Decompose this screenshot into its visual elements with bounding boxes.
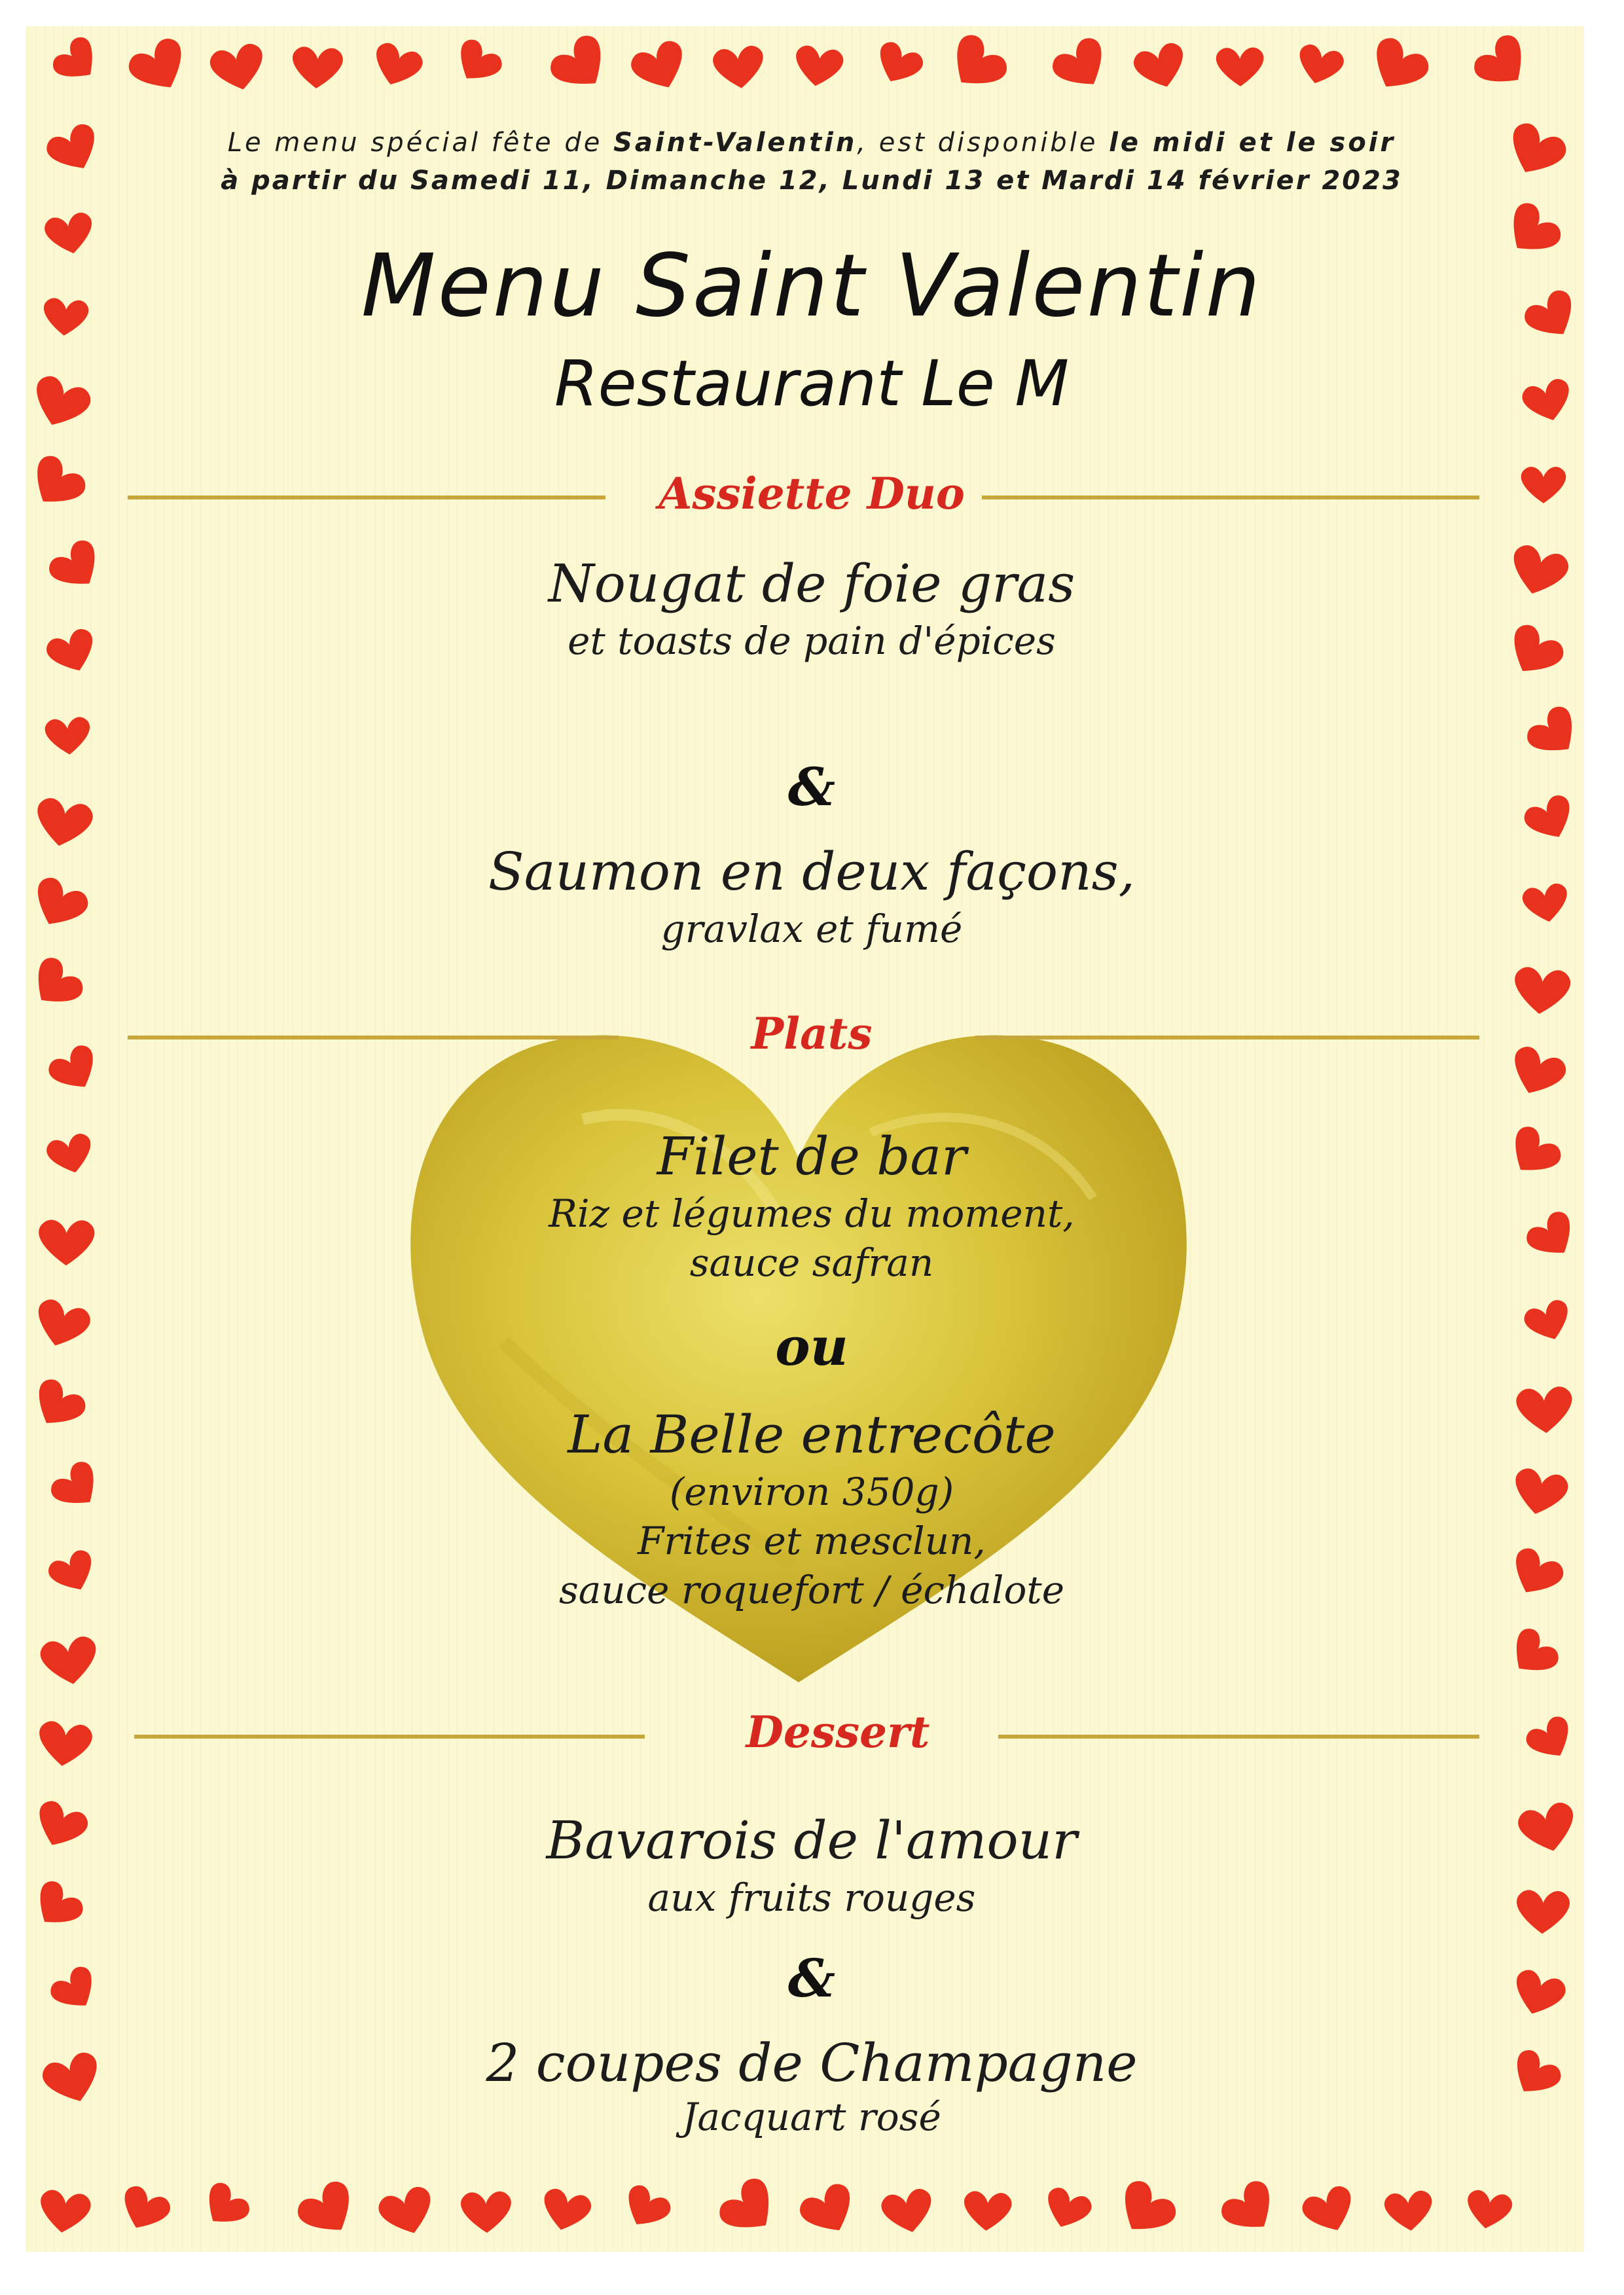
conjunction: & xyxy=(787,1947,836,2009)
heart-icon xyxy=(870,39,926,90)
heart-icon xyxy=(617,2182,674,2236)
heart-icon xyxy=(792,44,845,90)
heart-icon xyxy=(1048,33,1116,98)
heart-icon xyxy=(196,2178,253,2235)
heart-icon xyxy=(124,34,195,101)
heart-icon xyxy=(44,716,92,757)
heart-icon xyxy=(1463,2188,1513,2232)
dish-name: La Belle entrecôte xyxy=(568,1404,1056,1465)
heart-icon xyxy=(1299,2182,1361,2239)
heart-icon xyxy=(879,2187,937,2237)
dish-name: Nougat de foie gras xyxy=(548,553,1075,614)
heart-icon xyxy=(940,29,1012,100)
availability-notice-line1 xyxy=(0,128,1623,158)
heart-icon xyxy=(1131,40,1191,94)
dish-name: Bavarois de l'amour xyxy=(546,1810,1077,1871)
section-title-plats: Plats xyxy=(751,1008,873,1059)
heart-icon xyxy=(291,46,344,89)
heart-icon xyxy=(1362,33,1434,101)
availability-notice-line2: à partir du Samedi 11, Dimanche 12, Lundi 13 et Mardi 14 février 2023 xyxy=(221,166,1403,196)
heart-icon xyxy=(714,2173,785,2245)
dish-description: Frites et mesclun, xyxy=(638,1519,986,1563)
heart-icon xyxy=(1039,2185,1094,2235)
section-title-dessert: Dessert xyxy=(746,1707,930,1758)
dish-name: Saumon en deux façons, xyxy=(488,841,1136,902)
heart-icon xyxy=(115,2182,173,2237)
heart-icon xyxy=(1293,42,1346,89)
heart-icon xyxy=(545,30,617,101)
dish-description: et toasts de pain d'épices xyxy=(568,619,1056,663)
heart-icon xyxy=(48,33,106,90)
conjunction: ou xyxy=(775,1316,848,1377)
heart-icon xyxy=(37,2188,92,2236)
notice-text-d: le midi et le soir xyxy=(1109,128,1396,158)
dish-description: sauce roquefort / échalote xyxy=(558,1568,1065,1612)
dish-description: (environ 350g) xyxy=(669,1470,954,1514)
notice-text-b: Saint-Valentin xyxy=(613,128,857,158)
heart-icon xyxy=(39,1635,101,1688)
heart-icon xyxy=(1502,1624,1562,1685)
heart-icon xyxy=(962,2190,1013,2232)
dish-description: sauce safran xyxy=(689,1240,934,1285)
heart-icon xyxy=(538,2186,594,2235)
heart-icon xyxy=(376,2184,439,2241)
heart-icon xyxy=(448,35,506,91)
heart-icon xyxy=(712,45,767,91)
dish-description: Jacquart rosé xyxy=(682,2095,941,2139)
heart-icon xyxy=(1109,2176,1181,2245)
heart-icon xyxy=(293,2177,364,2245)
notice-text-a: Le menu spécial fête de xyxy=(227,128,614,158)
dish-description: gravlax et fumé xyxy=(660,907,963,951)
notice-text-c: , est disponible xyxy=(857,128,1110,158)
heart-icon xyxy=(627,37,693,98)
heart-icon xyxy=(368,40,425,92)
heart-icon xyxy=(460,2191,512,2233)
dish-name: Filet de bar xyxy=(657,1126,967,1187)
dish-description: aux fruits rouges xyxy=(647,1875,976,1920)
page-title: Menu Saint Valentin xyxy=(361,236,1263,336)
dish-name: 2 coupes de Champagne xyxy=(486,2033,1138,2093)
section-title-entree: Assiette Duo xyxy=(659,468,965,519)
heart-icon xyxy=(1383,2190,1434,2233)
heart-icon xyxy=(1469,30,1537,98)
heart-icon xyxy=(795,2180,863,2243)
heart-icon xyxy=(1216,47,1265,86)
dish-description: Riz et légumes du moment, xyxy=(549,1191,1075,1236)
heart-icon xyxy=(208,41,269,95)
conjunction: & xyxy=(787,756,836,818)
restaurant-name: Restaurant Le M xyxy=(554,347,1070,420)
heart-icon xyxy=(1216,2176,1284,2243)
